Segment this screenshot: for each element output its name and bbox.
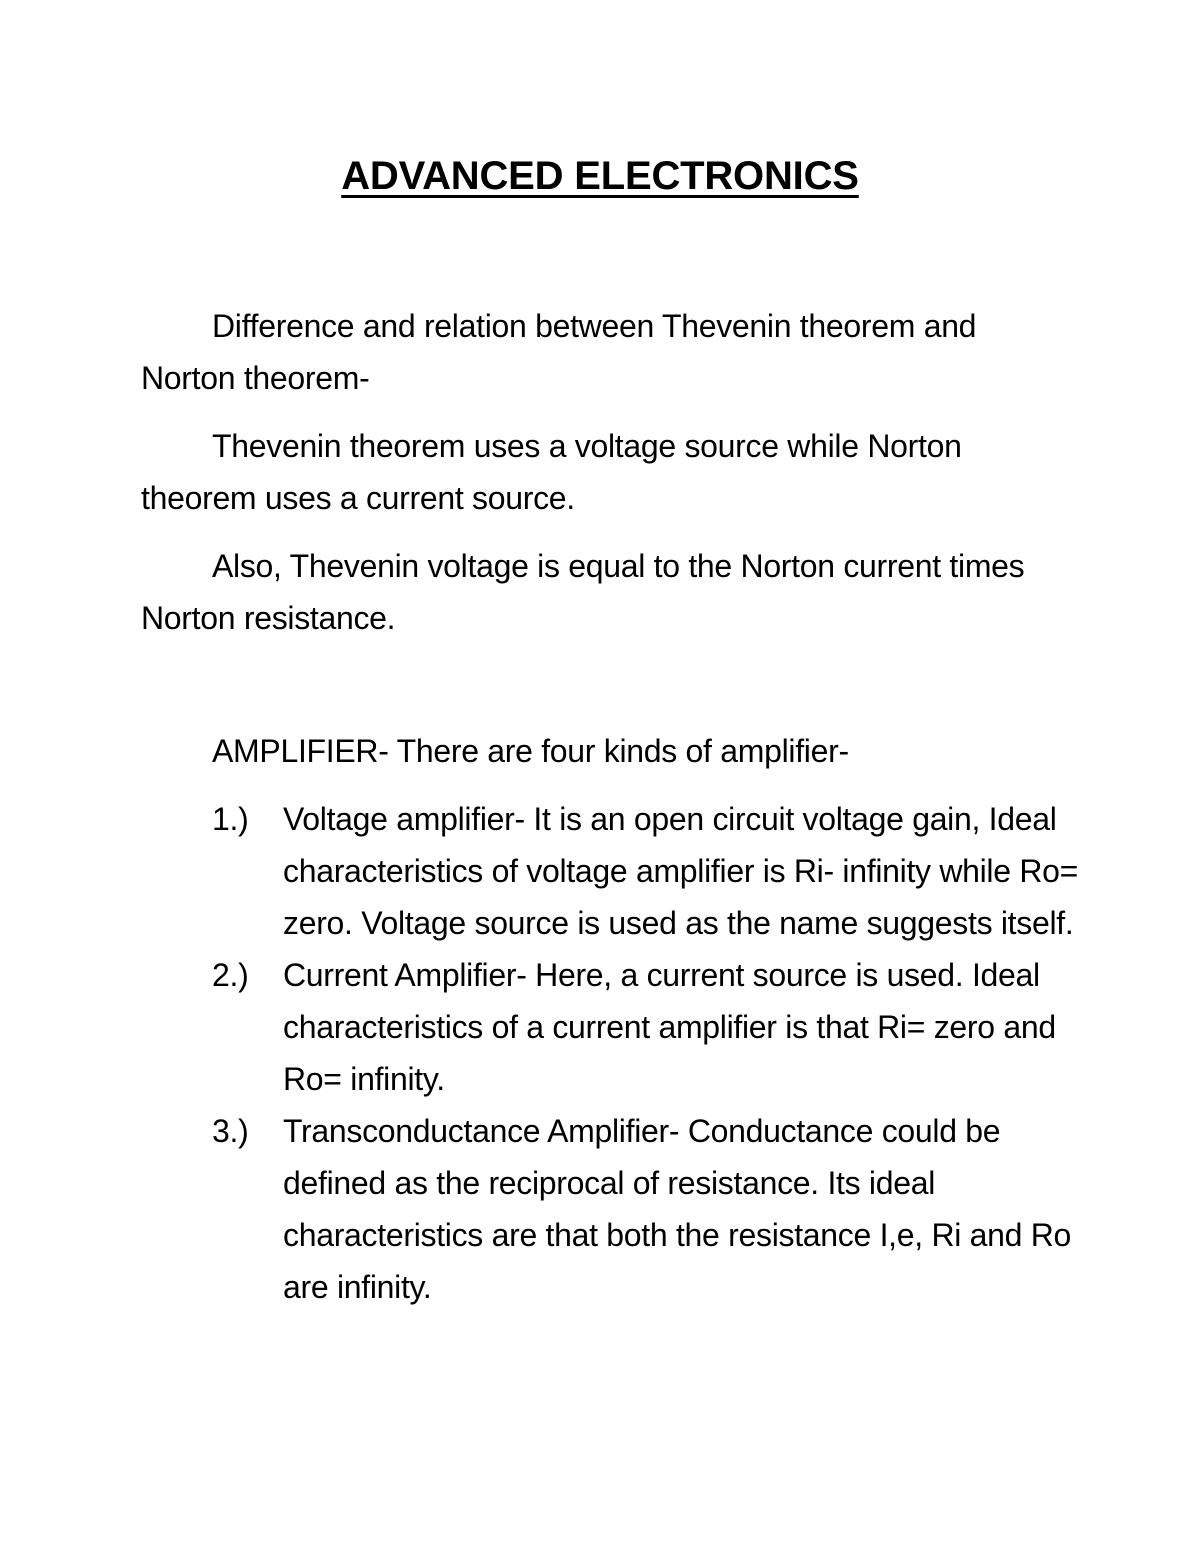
paragraph-source-difference: Thevenin theorem uses a voltage source while Norton theorem uses a current source. [141,428,962,516]
list-item [212,793,1082,949]
paragraph-amplifier-heading: AMPLIFIER- There are four kinds of amplifier- [212,733,849,769]
list-item-text: Transconductance Amplifier- Conductance could be defined as the reciprocal of resistance. Its ideal characteristics are that both the resistance I,e, Ri and Ro are infinity. [283,1113,1072,1305]
list-item [212,949,1082,1105]
list-item [212,1105,1082,1313]
amplifier-list [212,793,1082,1313]
list-item-text: Current Amplifier- Here, a current source is used. Ideal characteristics of a current amplifier is that Ri= zero and Ro= infinity. [283,957,1056,1097]
list-item-number: 2.) [212,957,249,993]
paragraph-relation: Also, Thevenin voltage is equal to the Norton current times Norton resistance. [141,548,1025,636]
paragraph-thevenin-norton-heading: Difference and relation between Thevenin theorem and Norton theorem- [141,308,977,396]
list-item-number: 1.) [212,801,249,837]
list-item-number: 3.) [212,1113,249,1149]
list-item-text: Voltage amplifier- It is an open circuit voltage gain, Ideal characteristics of voltage amplifier is Ri- infinity while Ro= zero. Voltage source is used as the name suggests itself. [283,801,1079,941]
document-title: ADVANCED ELECTRONICS [341,154,859,198]
